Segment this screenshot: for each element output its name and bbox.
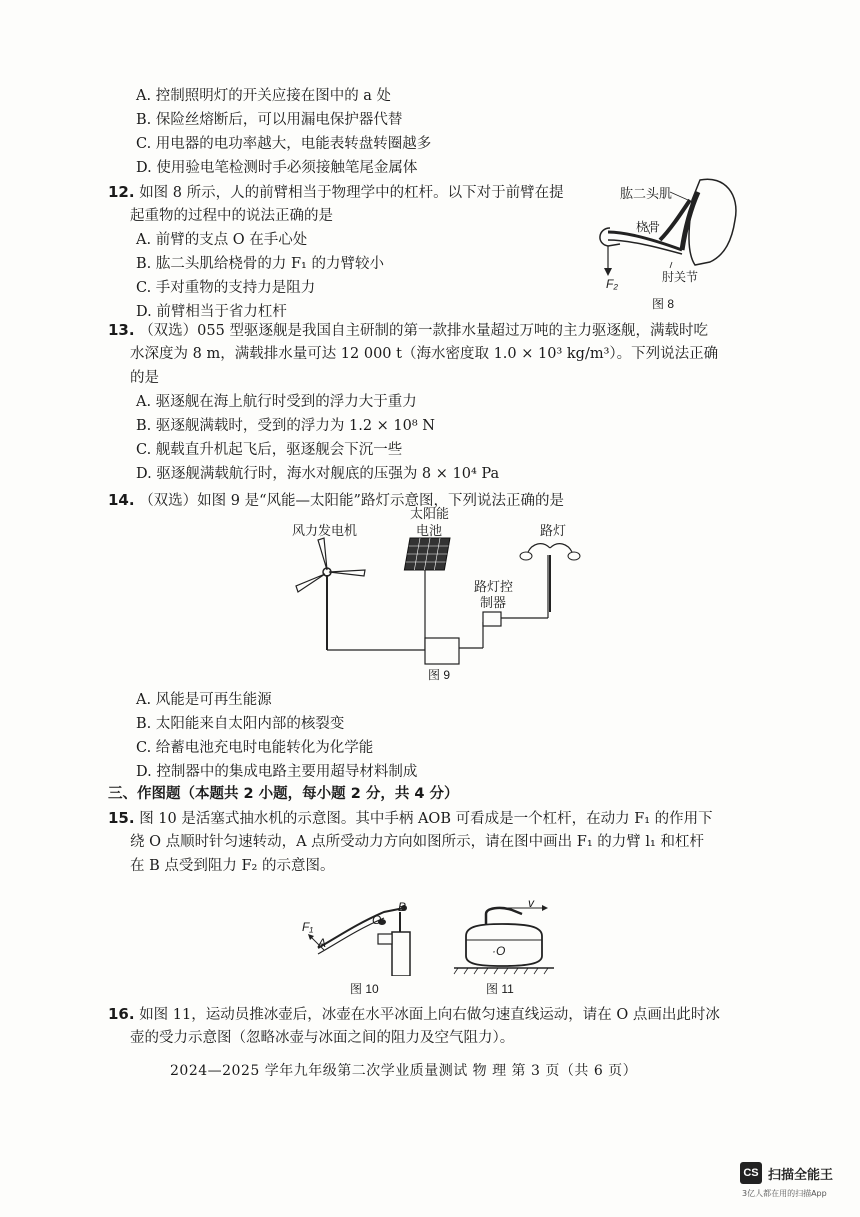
q13-stem-line1: （双选）055 型驱逐舰是我国自主研制的第一款排水量超过万吨的主力驱逐舰，满载时吃	[139, 323, 708, 339]
q12-number: 12.	[108, 183, 135, 201]
q11-option-b: B. 保险丝熔断后，可以用漏电保护器代替	[136, 112, 403, 128]
q12-stem	[108, 182, 564, 203]
scanner-logo-icon: CS	[740, 1162, 762, 1184]
figure-11-curling-stone	[450, 896, 560, 976]
q15-stem-line3: 在 B 点受到阻力 F₂ 的示意图。	[130, 858, 335, 874]
scanner-tagline: 3亿人都在用的扫描App	[742, 1189, 827, 1198]
page-footer: 2024—2025 学年九年级第二次学业质量测试 物 理 第 3 页（共 6 页）	[170, 1063, 638, 1079]
q12-stem-line1: 如图 8 所示，人的前臂相当于物理学中的杠杆。以下对于前臂在提	[139, 185, 564, 201]
q12-option-d: D. 前臂相当于省力杠杆	[136, 304, 287, 320]
label-f1: F₁	[302, 920, 314, 934]
figure-11-caption: 图 11	[486, 982, 514, 996]
figure-10-caption: 图 10	[350, 982, 379, 996]
q12-option-c: C. 手对重物的支持力是阻力	[136, 280, 316, 296]
label-o: O	[372, 913, 382, 927]
label-wind-generator: 风力发电机	[292, 523, 358, 538]
q14-option-a: A. 风能是可再生能源	[136, 692, 272, 708]
label-radius: 桡骨	[636, 220, 661, 234]
label-solar-2: 电池	[416, 523, 443, 538]
label-controller-1: 路灯控	[474, 579, 514, 594]
q16-stem	[108, 1004, 720, 1025]
label-o-stone: ·O	[492, 944, 506, 958]
label-street-lamp: 路灯	[540, 523, 567, 538]
q13-stem-line3: 的是	[130, 370, 159, 386]
q15-stem	[108, 808, 713, 829]
scanner-watermark	[740, 1162, 833, 1184]
figure-9-caption: 图 9	[428, 668, 451, 682]
label-b: B	[398, 900, 407, 914]
q13-number: 13.	[108, 321, 135, 339]
q13-option-b: B. 驱逐舰满载时，受到的浮力为 1.2 × 10⁸ N	[136, 418, 435, 434]
q12-stem-line2: 起重物的过程中的说法正确的是	[130, 208, 333, 224]
q16-number: 16.	[108, 1005, 135, 1023]
q12-option-a: A. 前臂的支点 O 在手心处	[136, 232, 308, 248]
q14-stem-text: （双选）如图 9 是“风能—太阳能”路灯示意图，下列说法正确的是	[139, 493, 564, 509]
q14-option-c: C. 给蓄电池充电时电能转化为化学能	[136, 740, 374, 756]
label-solar-1: 太阳能	[410, 506, 450, 521]
q13-option-d: D. 驱逐舰满载航行时，海水对舰底的压强为 8 × 10⁴ Pa	[136, 466, 500, 482]
label-elbow: 肘关节	[662, 270, 699, 284]
q16-stem-line2: 壶的受力示意图（忽略冰壶与冰面之间的阻力及空气阻力）。	[130, 1030, 515, 1046]
q13-stem-line2: 水深度为 8 m，满载排水量可达 12 000 t（海水密度取 1.0 × 10³ kg/m³）。下列说法正确	[130, 346, 719, 362]
q14-option-b: B. 太阳能来自太阳内部的核裂变	[136, 716, 345, 732]
label-f2: F₂	[606, 277, 618, 291]
label-v: v	[528, 896, 534, 910]
q11-option-c: C. 用电器的电功率越大，电能表转盘转圈越多	[136, 136, 432, 152]
q11-option-d: D. 使用验电笔检测时手必须接触笔尾金属体	[136, 160, 418, 176]
q16-stem-line1: 如图 11，运动员推冰壶后，冰壶在水平冰面上向右做匀速直线运动，请在 O 点画出此时冰	[139, 1007, 720, 1023]
q15-stem-line2: 绕 O 点顺时针匀速转动，A 点所受动力方向如图所示，请在图中画出 F₁ 的力臂 l₁ 和杠杆	[130, 834, 704, 850]
figure-8-caption: 图 8	[652, 297, 675, 311]
label-a: A	[318, 936, 327, 950]
q15-stem-line1: 图 10 是活塞式抽水机的示意图。其中手柄 AOB 可看成是一个杠杆，在动力 F₁ 的作用下	[139, 811, 713, 827]
label-biceps: 肱二头肌	[620, 186, 673, 201]
q13-stem	[108, 320, 708, 341]
q13-option-c: C. 舰载直升机起飞后，驱逐舰会下沉一些	[136, 442, 403, 458]
q13-option-a: A. 驱逐舰在海上航行时受到的浮力大于重力	[136, 394, 417, 410]
label-controller-2: 制器	[480, 595, 507, 610]
q11-option-a: A. 控制照明灯的开关应接在图中的 a 处	[136, 88, 392, 104]
section-3-heading: 三、作图题（本题共 2 小题，每小题 2 分，共 4 分）	[108, 786, 459, 802]
q12-option-b: B. 肱二头肌给桡骨的力 F₁ 的力臂较小	[136, 256, 384, 272]
q14-option-d: D. 控制器中的集成电路主要用超导材料制成	[136, 764, 418, 780]
q14-number: 14.	[108, 491, 135, 509]
scanner-app-name: 扫描全能王	[768, 1167, 834, 1183]
q15-number: 15.	[108, 809, 135, 827]
